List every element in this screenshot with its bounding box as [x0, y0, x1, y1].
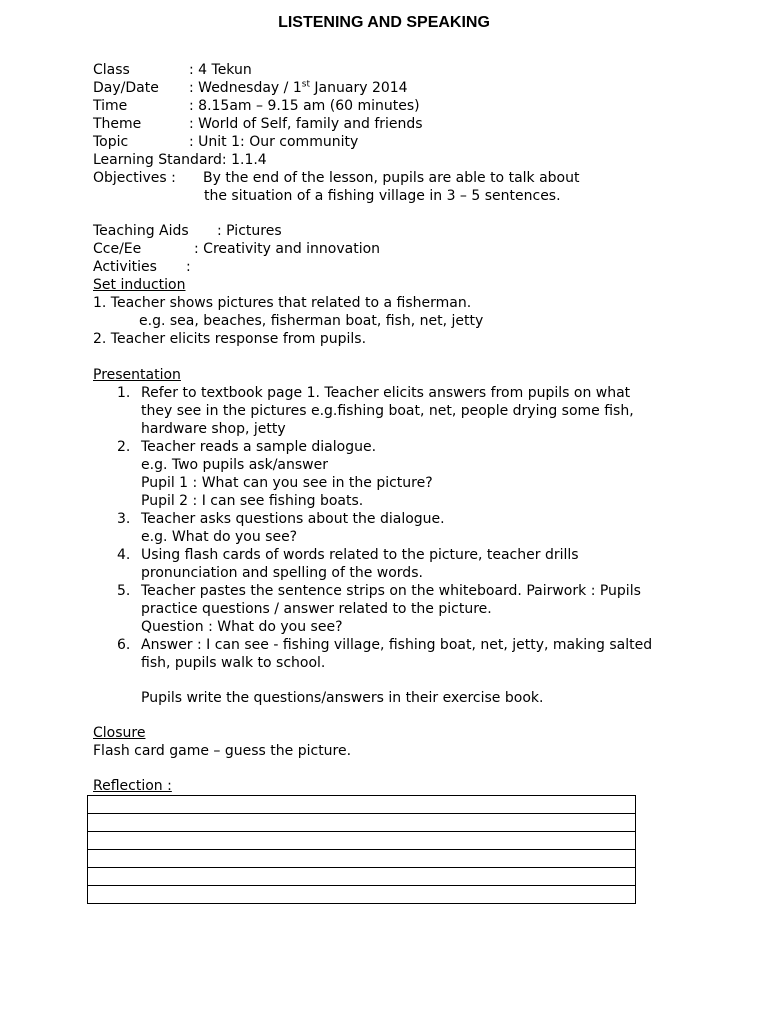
reflection-cell[interactable] [88, 850, 636, 868]
time-value: : 8.15am – 9.15 am (60 minutes) [189, 98, 420, 114]
closure-heading: Closure [93, 725, 146, 741]
cce-label: Cce/Ee [93, 241, 142, 257]
time-row [93, 97, 420, 115]
topic-label: Topic [93, 134, 129, 150]
activities-row [93, 258, 191, 276]
theme-value: : World of Self, family and friends [189, 116, 423, 132]
class-value: : 4 Tekun [189, 62, 252, 78]
presentation-line: they see in the pictures e.g.fishing boat, net, people drying some fish, [141, 403, 634, 419]
presentation-line: Teacher pastes the sentence strips on the whiteboard. Pairwork : Pupils [141, 583, 641, 599]
presentation-line: Pupil 1 : What can you see in the picture? [141, 475, 433, 491]
set-induction-item-1: 1. Teacher shows pictures that related to a fisherman. [93, 295, 472, 311]
objectives-line2: the situation of a fishing village in 3 – 5 sentences. [204, 188, 561, 204]
reflection-heading: Reflection : [93, 778, 172, 794]
objectives-row [93, 169, 579, 187]
closure-text: Flash card game – guess the picture. [93, 743, 352, 759]
daydate-value-sup: st [301, 79, 310, 90]
reflection-cell[interactable] [88, 886, 636, 904]
reflection-row [88, 886, 636, 904]
presentation-line: practice questions / answer related to the picture. [141, 601, 492, 617]
activities-label: Activities [93, 259, 157, 275]
presentation-line: hardware shop, jetty [141, 421, 286, 437]
theme-row [93, 115, 423, 133]
presentation-number: 4. [117, 547, 131, 563]
set-induction-item-1-example: e.g. sea, beaches, fisherman boat, fish, net, jetty [139, 313, 484, 329]
theme-label: Theme [93, 116, 142, 132]
reflection-row [88, 850, 636, 868]
presentation-line: fish, pupils walk to school. [141, 655, 326, 671]
topic-value: : Unit 1: Our community [189, 134, 359, 150]
presentation-line: Using flash cards of words related to the picture, teacher drills [141, 547, 579, 563]
presentation-number: 5. [117, 583, 131, 599]
reflection-row [88, 868, 636, 886]
teaching-aids-row [93, 222, 282, 240]
class-row [93, 61, 252, 79]
daydate-value-post: January 2014 [309, 80, 408, 96]
presentation-line: Answer : I can see - fishing village, fishing boat, net, jetty, making salted [141, 637, 653, 653]
objectives-line1: By the end of the lesson, pupils are able to talk about [203, 170, 580, 186]
activities-value: : [186, 259, 191, 275]
presentation-number: 1. [117, 385, 131, 401]
presentation-line: Refer to textbook page 1. Teacher elicits answers from pupils on what [141, 385, 631, 401]
teaching-aids-label: Teaching Aids [93, 223, 189, 239]
reflection-table [87, 795, 636, 904]
cce-row [93, 240, 380, 258]
time-label: Time [93, 98, 128, 114]
presentation-line: Pupil 2 : I can see fishing boats. [141, 493, 364, 509]
reflection-row [88, 832, 636, 850]
presentation-line: e.g. What do you see? [141, 529, 298, 545]
topic-row [93, 133, 358, 151]
presentation-line: e.g. Two pupils ask/answer [141, 457, 328, 473]
daydate-value-pre: : Wednesday / 1 [189, 80, 302, 96]
reflection-cell[interactable] [88, 832, 636, 850]
presentation-line: Question : What do you see? [141, 619, 343, 635]
presentation-heading: Presentation [93, 367, 181, 383]
presentation-line: pronunciation and spelling of the words. [141, 565, 423, 581]
presentation-number: 6. [117, 637, 131, 653]
teaching-aids-value: : Pictures [217, 223, 282, 239]
reflection-cell[interactable] [88, 796, 636, 814]
reflection-row [88, 796, 636, 814]
objectives-label: Objectives : [93, 170, 176, 186]
presentation-number: 3. [117, 511, 131, 527]
set-induction-heading: Set induction [93, 277, 186, 293]
class-label: Class [93, 62, 130, 78]
reflection-cell[interactable] [88, 814, 636, 832]
cce-value: : Creativity and innovation [194, 241, 381, 257]
daydate-row [93, 79, 408, 97]
reflection-cell[interactable] [88, 868, 636, 886]
presentation-number: 2. [117, 439, 131, 455]
page-title: LISTENING AND SPEAKING [278, 14, 490, 31]
reflection-row [88, 814, 636, 832]
set-induction-item-2: 2. Teacher elicits response from pupils. [93, 331, 367, 347]
daydate-label: Day/Date [93, 80, 159, 96]
presentation-line: Teacher asks questions about the dialogue. [141, 511, 445, 527]
presentation-line: Teacher reads a sample dialogue. [141, 439, 377, 455]
learning-standard: Learning Standard: 1.1.4 [93, 152, 267, 168]
presentation-note: Pupils write the questions/answers in their exercise book. [141, 690, 544, 706]
